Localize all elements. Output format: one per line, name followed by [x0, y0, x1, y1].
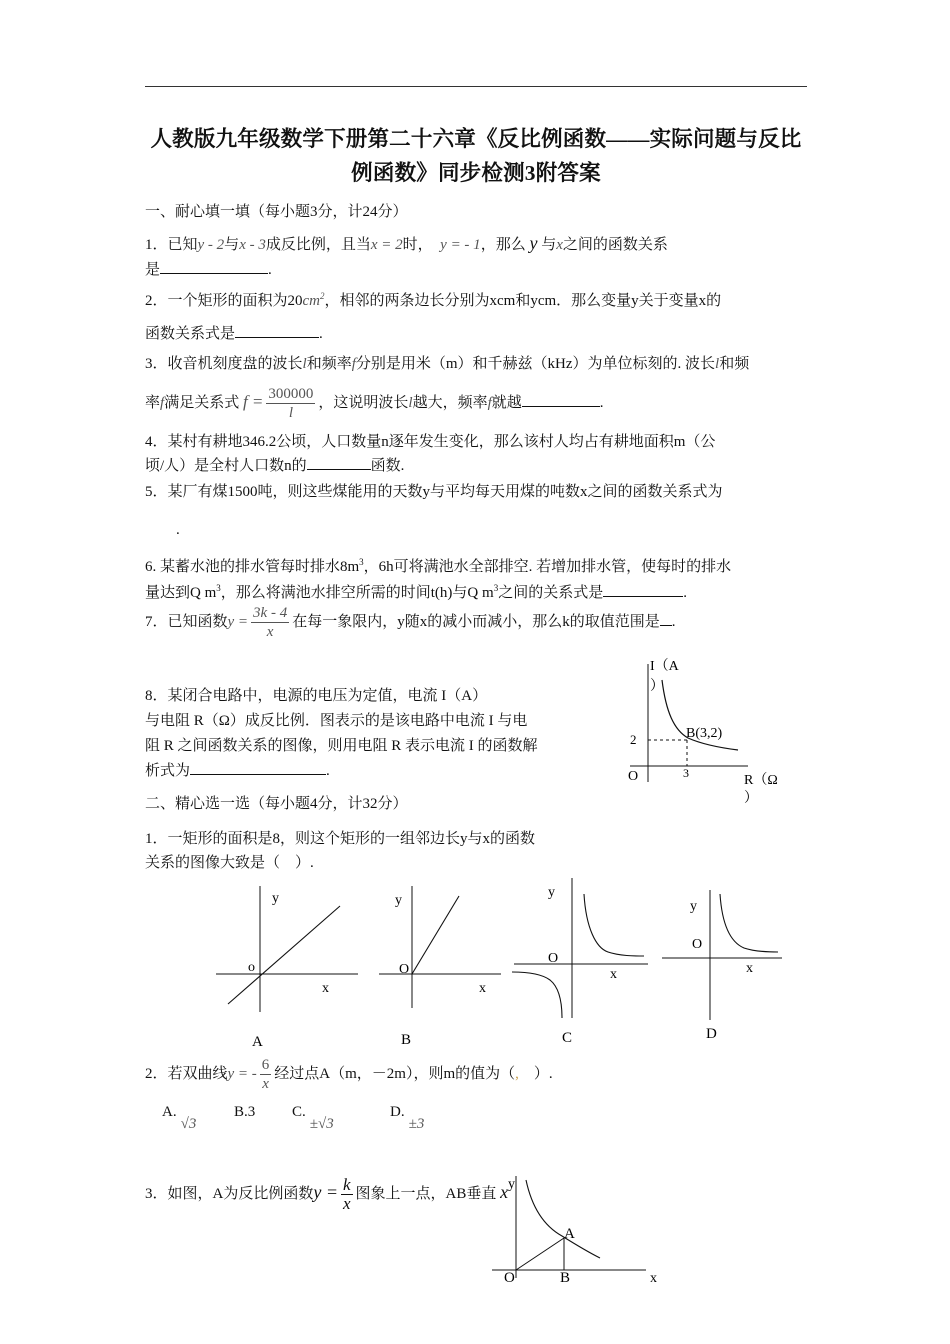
question-5-line-1: 5．某厂有煤1500吨，则这些煤能用的天数y与平均每天用煤的吨数x之间的函数关系式为 — [145, 484, 723, 500]
mc-question-3: 3．如图，A为反比例函数y = $\frac{k}{x}$ 图象上一点，AB垂直 x — [145, 1175, 509, 1214]
question-4-line-1: 4．某村有耕地346.2公顷，人口数量n逐年发生变化，那么该村人均占有耕地面积m（公 — [145, 434, 716, 450]
option-d-label: D — [706, 1026, 717, 1042]
hyperbola-curve — [526, 1180, 600, 1258]
option-b-graph[interactable] — [375, 880, 505, 1055]
answer-blank[interactable] — [660, 625, 672, 626]
question-5-line-2: . — [176, 522, 180, 538]
fraction: $\frac{3k - 4}{x}$ — [253, 605, 288, 641]
question-6-line-2: 量达到Q $m^3$，那么将满池水排空所需的时间t(h)与Q $m^3$之间的关系式是 . — [145, 583, 687, 601]
option-a-label: A — [252, 1034, 263, 1050]
x-label: x — [746, 961, 753, 976]
option-c-label: C — [562, 1030, 573, 1046]
point-b-label: B — [560, 1270, 571, 1286]
section2-heading: 二、精心选一选（每小题4分，计32分） — [145, 796, 408, 812]
option-d-graph[interactable] — [658, 880, 788, 1050]
question-1-line-1: 1．已知y - 2与x - 3成反比例，且当x = 2时， y = - 1，那么 y 与x之间的函数关系 — [145, 233, 668, 253]
y-label: y — [548, 885, 555, 900]
y-axis-label: I（A — [650, 659, 679, 674]
answer-blank[interactable] — [522, 406, 600, 407]
y-label: y — [508, 1177, 515, 1192]
question-2-line-1: 2．一个矩形的面积为$20cm^2$，相邻的两条边长分别为xcm和ycm．那么变量y关于变量x的 — [145, 291, 722, 309]
mc-question-2: 2．若双曲线y = - $\frac{6}{x}$ 经过点A（m，－2m），则m的值为（, ）. — [145, 1057, 553, 1093]
header-rule — [145, 86, 807, 87]
y-tick-label: 2 — [630, 732, 637, 747]
x-tick-label: 3 — [683, 766, 689, 780]
option-a[interactable]: A.√3 — [162, 1104, 197, 1132]
origin-label: O — [628, 769, 639, 784]
answer-blank[interactable] — [307, 469, 371, 470]
segment-oa — [516, 1238, 564, 1270]
origin-label: o — [248, 960, 255, 975]
title-line-2: 例函数》同步检测3附答案 — [351, 161, 601, 185]
option-a-graph[interactable] — [210, 880, 360, 1055]
hyperbola-branch — [720, 894, 778, 952]
x-axis-label-paren: ） — [744, 791, 758, 806]
option-b[interactable]: B.3 — [234, 1104, 256, 1120]
y-label: y — [272, 891, 279, 906]
question-7: 7．已知函数y = $\frac{3k - 4}{x}$ 在每一象限内，y随x的减小而减小，那么k的取值范围是 . — [145, 605, 676, 641]
hyperbola-branch-3 — [512, 972, 562, 1018]
current-resistance-graph — [620, 652, 800, 812]
fraction: $\frac{6}{x}$ — [261, 1057, 270, 1093]
answer-blank[interactable] — [603, 596, 683, 597]
point-a-label: A — [564, 1226, 575, 1242]
x-label: x — [650, 1271, 657, 1286]
origin-label: O — [399, 962, 410, 977]
hyperbola-branch-1 — [584, 894, 644, 956]
answer-blank[interactable] — [160, 273, 268, 274]
reciprocal-graph-figure — [488, 1168, 668, 1292]
answer-blank[interactable] — [235, 337, 319, 338]
option-b-label: B — [401, 1032, 412, 1048]
point-b-label: B(3,2) — [686, 726, 723, 741]
y-axis-label-paren: ） — [650, 679, 664, 694]
x-axis-label: R（Ω — [744, 773, 778, 788]
mc-question-1-line-2: 关系的图像大致是（ ）. — [145, 855, 314, 871]
question-8-line-1: 8．某闭合电路中，电源的电压为定值，电流 I（A） — [145, 688, 488, 704]
origin-label: O — [548, 951, 559, 966]
origin-label: O — [504, 1270, 515, 1286]
question-3-line-1: 3．收音机刻度盘的波长l和频率f分别是用米（m）和千赫兹（kHz）为单位标刻的. 波长l和频 — [145, 356, 750, 372]
y-label: y — [690, 899, 697, 914]
question-2-line-2: 函数关系式是 . — [145, 326, 323, 342]
document-title — [145, 122, 807, 190]
x-label: x — [610, 967, 617, 982]
origin-label: O — [692, 937, 703, 952]
question-4-line-2: 顷/人）是全村人口数n的 函数. — [145, 458, 405, 474]
option-c-graph[interactable] — [508, 872, 658, 1052]
option-d[interactable]: D.±3 — [390, 1104, 425, 1132]
x-label: x — [479, 981, 486, 996]
y-label: y — [395, 893, 402, 908]
x-label: x — [322, 981, 329, 996]
question-8-line-3: 阻 R 之间函数关系的图像，则用电阻 R 表示电流 I 的函数解 — [145, 738, 538, 754]
question-1-line-2: 是 . — [145, 262, 272, 278]
question-8-line-2: 与电阻 R（Ω）成反比例．图表示的是该电路中电流 I 与电 — [145, 713, 528, 729]
ray-line — [412, 896, 459, 974]
question-6-line-1: 6. 某蓄水池的排水管每时排水$8m^3$，6h可将满池水全部排空. 若增加排水管，使每时的排水 — [145, 557, 732, 575]
fraction: $\frac{300000}{l}$ — [268, 386, 314, 422]
section1-heading: 一、耐心填一填（每小题3分，计24分） — [145, 204, 408, 220]
option-c[interactable]: C.±√3 — [292, 1104, 334, 1132]
title-line-1: 人教版九年级数学下册第二十六章《反比例函数——实际问题与反比 — [150, 127, 802, 151]
fraction: $\frac{k}{x}$ — [342, 1175, 351, 1214]
question-8-line-4: 析式为 . — [145, 763, 330, 779]
mc-question-1-line-1: 1．一矩形的面积是8，则这个矩形的一组邻边长y与x的函数 — [145, 831, 536, 847]
question-3-line-2: 率f满足关系式 f = $\frac{300000}{l}$ ，这说明波长l越大，频率f就越 . — [145, 386, 604, 422]
answer-blank[interactable] — [190, 774, 326, 775]
